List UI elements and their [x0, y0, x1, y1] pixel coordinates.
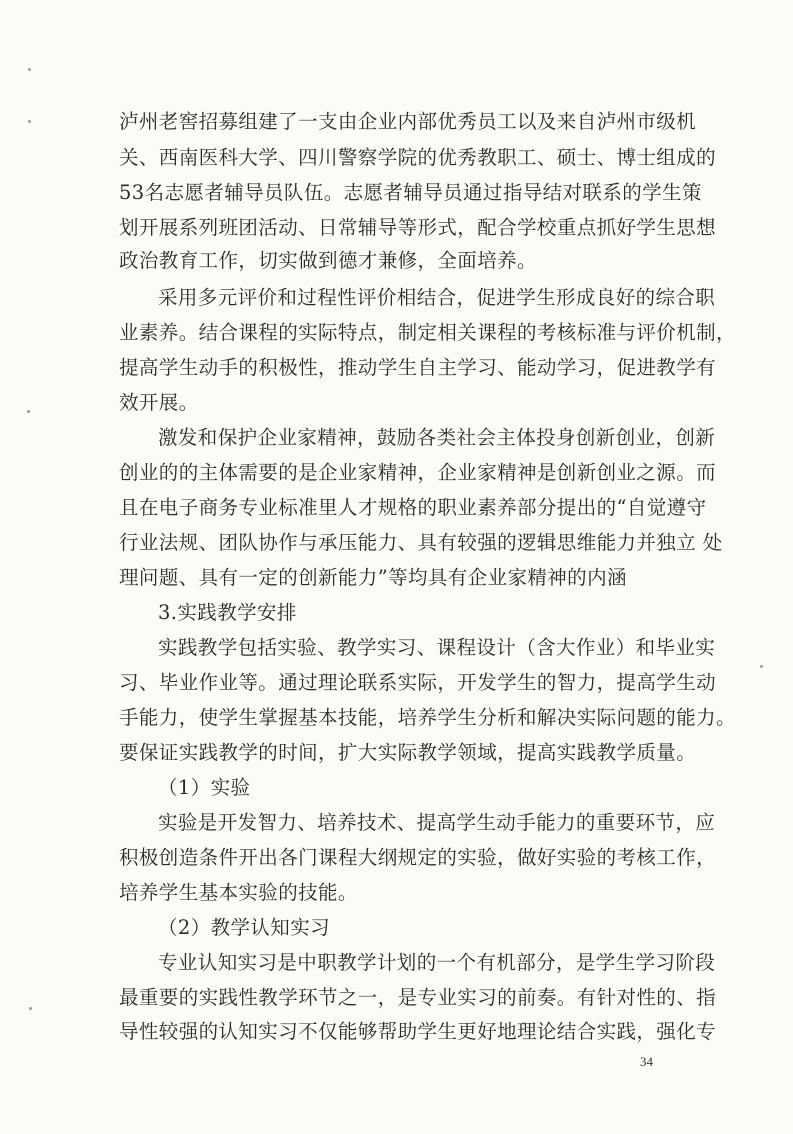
scan-speck: [29, 1007, 32, 1010]
text-line-3: 53名志愿者辅导员队伍。志愿者辅导员通过指导结对联系的学生策: [119, 181, 702, 204]
text-line-10: 激发和保护企业家精神，鼓励各类社会主体投身创新创业，创新: [158, 426, 716, 449]
text-line-9: 效开展。: [119, 391, 199, 414]
text-line-5: 政治教育工作，切实做到德才兼修，全面培养。: [119, 249, 537, 272]
scan-speck: [28, 120, 31, 123]
scan-speck: [760, 665, 763, 668]
text-line-4: 划开展系列班团活动、日常辅导等形式，配合学校重点抓好学生思想: [119, 216, 717, 239]
text-line-13: 行业法规、团队协作与承压能力、具有较强的逻辑思维能力并独立 处: [119, 531, 723, 554]
text-line-26: 最重要的实践性教学环节之一，是专业实习的前奏。有针对性的、指: [119, 986, 717, 1009]
text-line-18: 手能力，使学生掌握基本技能，培养学生分析和解决实际问题的能力。: [119, 706, 736, 729]
subheading-internship: （2）教学认知实习: [158, 916, 331, 939]
text-line-7: 业素养。结合课程的实际特点，制定相关课程的考核标准与评价机制，: [119, 321, 736, 344]
text-line-27: 导性较强的认知实习不仅能够帮助学生更好地理论结合实践，强化专: [119, 1020, 717, 1043]
scan-speck: [28, 68, 31, 71]
text-line-6: 采用多元评价和过程性评价相结合，促进学生形成良好的综合职: [158, 286, 716, 309]
page-number: 34: [640, 1054, 653, 1069]
text-line-14: 理问题、具有一定的创新能力”等均具有企业家精神的内涵: [119, 566, 627, 589]
text-line-11: 创业的的主体需要的是企业家精神，企业家精神是创新创业之源。而: [119, 461, 717, 484]
text-line-25: 专业认知实习是中职教学计划的一个有机部分，是学生学习阶段: [158, 951, 716, 974]
text-line-22: 积极创造条件开出各门课程大纲规定的实验，做好实验的考核工作，: [119, 846, 717, 869]
scan-speck: [27, 410, 30, 413]
section-heading: 3.实践教学安排: [158, 601, 297, 624]
text-line-12: 且在电子商务专业标准里人才规格的职业素养部分提出的“自觉遵守: [119, 496, 707, 519]
text-line-17: 习、毕业作业等。通过理论联系实际，开发学生的智力，提高学生动: [119, 671, 717, 694]
text-line-21: 实验是开发智力、培养技术、提高学生动手能力的重要环节，应: [158, 811, 716, 834]
text-line-1: 泸州老窖招募组建了一支由企业内部优秀员工以及来自泸州市级机: [119, 110, 697, 133]
text-line-19: 要保证实践教学的时间，扩大实际教学领域，提高实践教学质量。: [119, 741, 697, 764]
subheading-experiment: （1）实验: [158, 776, 251, 799]
text-line-16: 实践教学包括实验、教学实习、课程设计（含大作业）和毕业实: [158, 636, 716, 659]
text-line-2: 关、西南医科大学、四川警察学院的优秀教职工、硕士、博士组成的: [119, 146, 717, 169]
text-line-8: 提高学生动手的积极性，推动学生自主学习、能动学习，促进教学有: [119, 356, 717, 379]
text-line-23: 培养学生基本实验的技能。: [119, 881, 358, 904]
